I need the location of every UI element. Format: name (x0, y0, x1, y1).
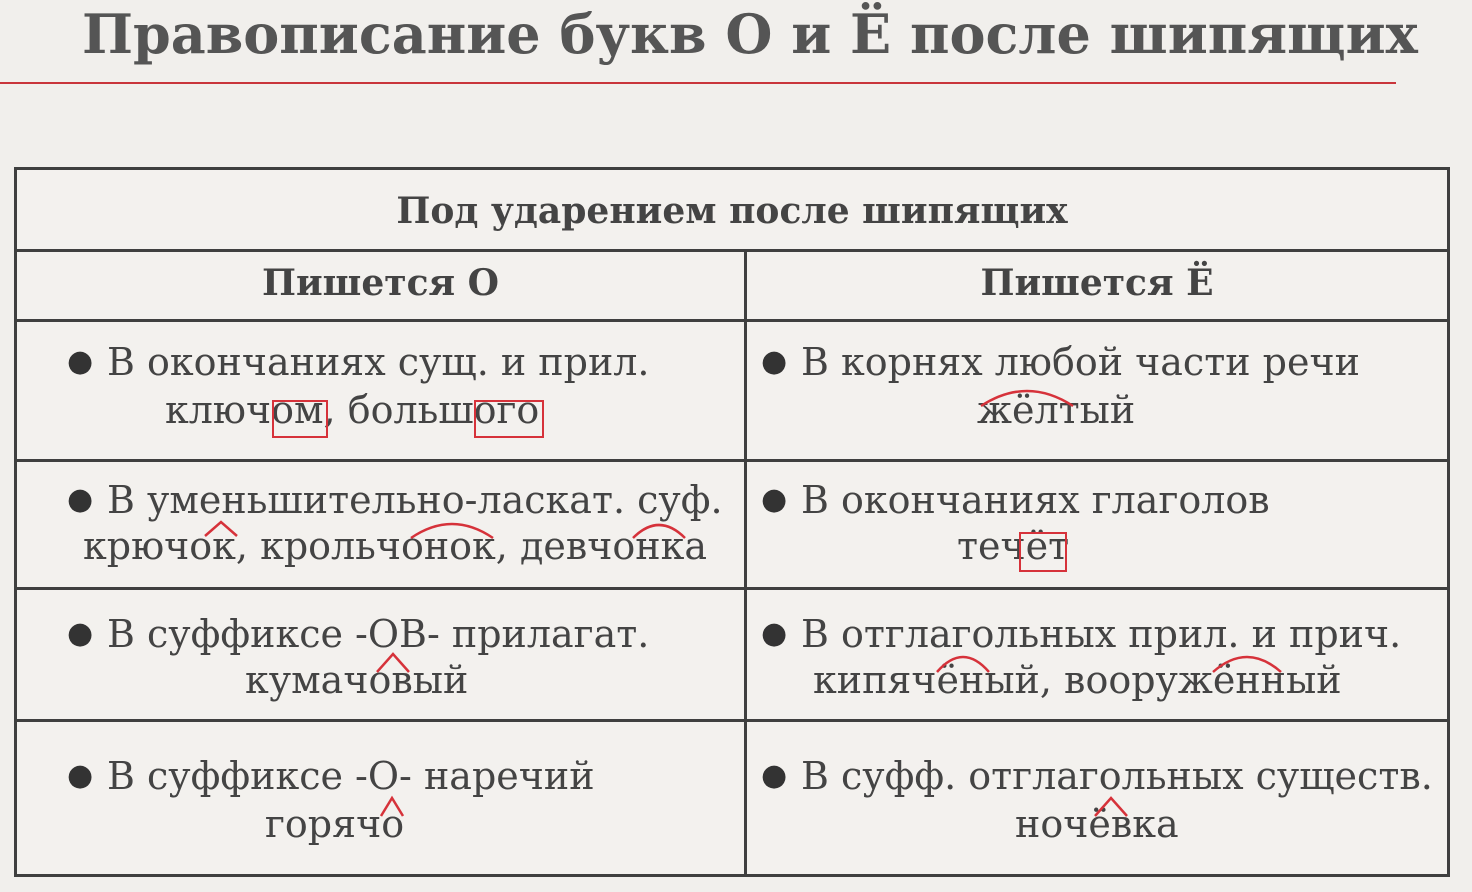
suffix-arc-mark (407, 518, 497, 540)
bullet-icon: ● (761, 482, 788, 517)
table-header-row (17, 170, 1447, 252)
example-text: кумачовый (245, 658, 469, 702)
example-text: ключом, большого (165, 388, 540, 432)
table-row (17, 322, 1447, 462)
root-arc-mark (977, 382, 1077, 412)
bullet-icon: ● (67, 758, 94, 793)
column-header-right-cell (747, 252, 1447, 319)
table-row (17, 590, 1447, 722)
suffix-caret-mark (377, 796, 407, 818)
table-cell-right (747, 722, 1447, 874)
rule-text: В суффиксе -О- наречий (107, 754, 595, 798)
ending-highlight-box (272, 400, 328, 438)
ending-highlight-box (1019, 532, 1067, 572)
suffix-caret-mark (201, 520, 241, 538)
column-header-o: Пишется О (261, 262, 499, 304)
rule-text: В уменьшительно-ласкат. суф. (107, 478, 723, 522)
rule-text: В корнях любой части речи (801, 340, 1360, 384)
example-text: кипячёный, вооружённый (813, 658, 1342, 702)
example-text: жёлтый (977, 388, 1136, 432)
suffix-caret-mark (1091, 796, 1131, 818)
table-cell-left (17, 590, 747, 719)
column-header-row (17, 252, 1447, 322)
suffix-caret-mark (373, 652, 413, 674)
page-title: Правописание букв О и Ё после шипящих (82, 2, 1418, 66)
example-text: течёт (957, 524, 1070, 568)
example-text: горячо (265, 802, 405, 846)
column-header-yo: Пишется Ё (980, 262, 1214, 304)
table-cell-left (17, 322, 747, 459)
rule-text: В окончаниях сущ. и прил. (107, 340, 650, 384)
suffix-arc-mark (629, 518, 689, 540)
title-divider (0, 82, 1396, 84)
table-row (17, 722, 1447, 874)
rule-text: В суффиксе -ОВ- прилагат. (107, 612, 650, 656)
bullet-icon: ● (761, 616, 788, 651)
example-text: ночёвка (1015, 802, 1179, 846)
table-cell-left (17, 462, 747, 587)
table-cell-right (747, 462, 1447, 587)
table-row (17, 462, 1447, 590)
rule-text: В отглагольных прил. и прич. (801, 612, 1402, 656)
table-cell-right (747, 590, 1447, 719)
example-text: крючок, крольчонок, девчонка (83, 524, 707, 568)
bullet-icon: ● (761, 344, 788, 379)
table-header: Под ударением после шипящих (396, 190, 1068, 232)
bullet-icon: ● (67, 616, 94, 651)
rule-text: В суфф. отглагольных существ. (801, 754, 1433, 798)
suffix-arc-mark (933, 648, 993, 674)
rule-text: В окончаниях глаголов (801, 478, 1270, 522)
table-cell-left (17, 722, 747, 874)
table-cell-right (747, 322, 1447, 459)
bullet-icon: ● (67, 482, 94, 517)
rules-table (14, 167, 1450, 877)
bullet-icon: ● (761, 758, 788, 793)
suffix-arc-mark (1209, 648, 1285, 674)
column-header-left-cell (17, 252, 747, 319)
ending-highlight-box (474, 400, 544, 438)
bullet-icon: ● (67, 344, 94, 379)
